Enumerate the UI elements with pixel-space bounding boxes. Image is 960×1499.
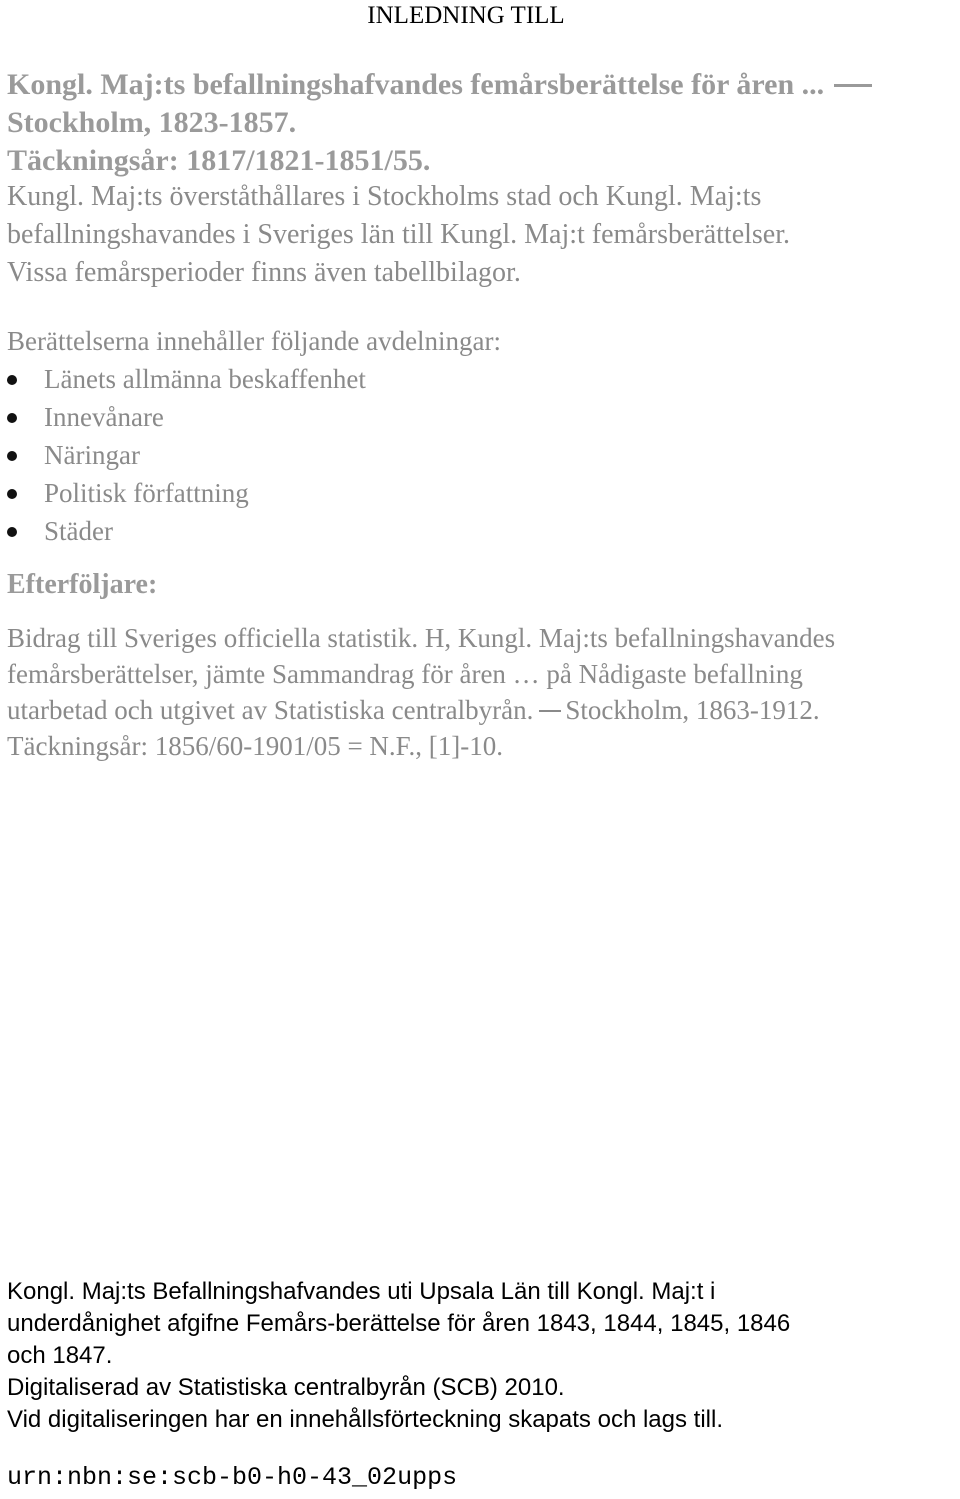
title-line-1: Kongl. Maj:ts befallningshafvandes femårsberättelse för åren ... (7, 66, 952, 104)
successor-text (7, 620, 952, 764)
digitization-note: Digitaliserad av Statistiska centralbyrån (SCB) 2010. (7, 1374, 565, 1401)
successor-heading: Efterföljare: (7, 569, 158, 600)
urn-identifier: urn:nbn:se:scb-b0-h0-43_02upps (7, 1463, 458, 1492)
bullet-icon (7, 375, 17, 385)
source-line-2: underdånighet afgifne Femårs-berättelse för åren 1843, 1844, 1845, 1846 (7, 1310, 791, 1337)
title-dash (834, 84, 872, 87)
description-line-1: Kungl. Maj:ts överståthållares i Stockholms stad och Kungl. Maj:ts (7, 181, 762, 212)
list-item: Politisk författning (0, 474, 700, 512)
list-item: Städer (0, 512, 700, 550)
successor-line-4: Täckningsår: 1856/60-1901/05 = N.F., [1]-10. (7, 731, 503, 761)
successor-line-2: femårsberättelser, jämte Sammandrag för åren … på Nådigaste befallning (7, 659, 803, 689)
successor-dash (539, 710, 561, 712)
publication-description (7, 178, 952, 292)
list-item: Näringar (0, 436, 700, 474)
list-item: Länets allmänna beskaffenhet (0, 360, 700, 398)
toc-note: Vid digitaliseringen har en innehållsförteckning skapats och lags till. (7, 1406, 723, 1433)
bullet-icon (7, 451, 17, 461)
title-line-3: Täckningsår: 1817/1821-1851/55. (7, 144, 431, 177)
bullet-icon (7, 489, 17, 499)
bullet-icon (7, 527, 17, 537)
title-line-2: Stockholm, 1823-1857. (7, 106, 297, 139)
source-info (7, 1276, 952, 1436)
description-line-2: befallningshavandes i Sveriges län till Kungl. Maj:t femårsberättelser. (7, 219, 791, 250)
source-line-3: och 1847. (7, 1342, 113, 1369)
publication-title (7, 66, 952, 180)
successor-line-3: utarbetad och utgivet av Statistiska centralbyrån. Stockholm, 1863-1912. (7, 695, 820, 725)
contents-list (0, 360, 700, 550)
page-header: INLEDNING TILL (367, 2, 565, 29)
list-item: Innevånare (0, 398, 700, 436)
source-line-1: Kongl. Maj:ts Befallningshafvandes uti Upsala Län till Kongl. Maj:t i (7, 1278, 716, 1305)
description-line-3: Vissa femårsperioder finns även tabellbilagor. (7, 257, 521, 288)
contents-intro: Berättelserna innehåller följande avdelningar: (7, 326, 502, 356)
bullet-icon (7, 413, 17, 423)
successor-line-1: Bidrag till Sveriges officiella statistik. H, Kungl. Maj:ts befallningshavandes (7, 623, 836, 653)
